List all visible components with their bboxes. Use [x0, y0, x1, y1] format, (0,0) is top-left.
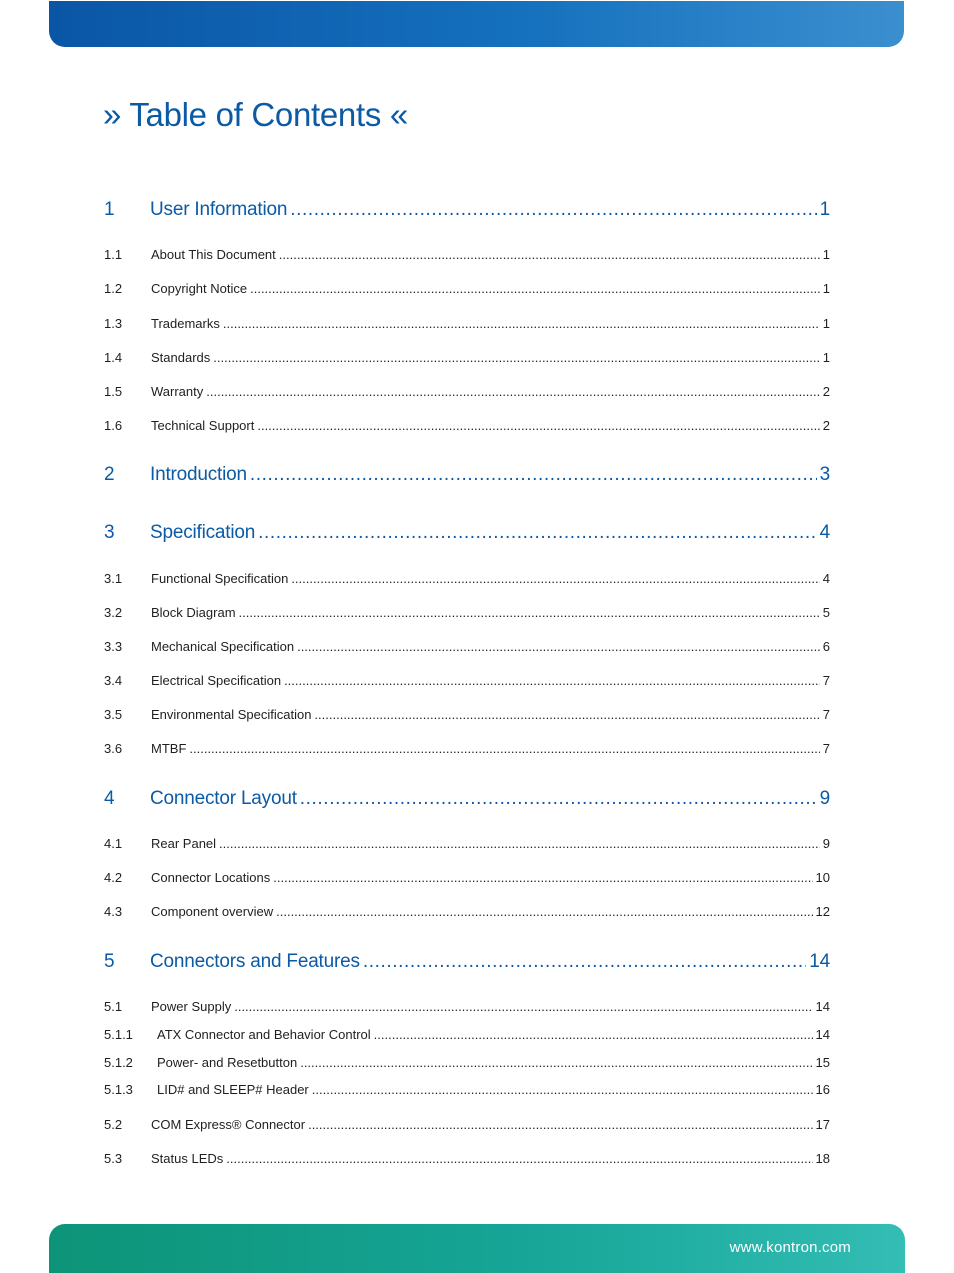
dot-leader: [300, 1055, 812, 1070]
toc-page-number: 4: [819, 522, 830, 543]
toc-number: 1.6: [104, 418, 123, 433]
toc-title: Power- and Resetbutton: [157, 1055, 298, 1070]
toc-page-number: 10: [815, 870, 830, 885]
toc-chapter[interactable]: [104, 199, 830, 221]
toc-title: Copyright Notice: [151, 281, 248, 296]
toc-title: Rear Panel: [151, 836, 217, 851]
dot-leader: [189, 741, 819, 756]
toc-chapter[interactable]: [104, 522, 830, 544]
toc-section[interactable]: [104, 418, 830, 433]
toc-title: Connectors and Features: [150, 951, 360, 972]
toc-number: 1.4: [104, 350, 123, 365]
toc-number: 1: [104, 199, 115, 220]
toc-title: Specification: [150, 522, 256, 543]
header-bar: [49, 1, 904, 47]
toc-number: 5.1.2: [104, 1055, 133, 1070]
dot-leader: [226, 1151, 812, 1166]
dot-leader: [290, 199, 816, 221]
toc-page-number: 1: [822, 247, 830, 262]
toc-number: 3: [104, 522, 115, 543]
toc-page-number: 17: [815, 1117, 830, 1132]
toc-section[interactable]: [104, 350, 830, 365]
dot-leader: [297, 639, 820, 654]
toc-page-number: 2: [822, 418, 830, 433]
toc-page-number: 4: [822, 571, 830, 586]
toc-title: Technical Support: [151, 418, 255, 433]
dot-leader: [250, 281, 820, 296]
footer-url[interactable]: www.kontron.com: [729, 1239, 851, 1256]
dot-leader: [279, 247, 820, 262]
toc-chapter[interactable]: [104, 951, 830, 973]
dot-leader: [257, 418, 819, 433]
toc-section[interactable]: [104, 904, 830, 919]
toc-title: Block Diagram: [151, 605, 236, 620]
toc-section[interactable]: [104, 999, 830, 1014]
toc-page-number: 6: [822, 639, 830, 654]
dot-leader: [374, 1027, 813, 1042]
toc-page-number: 14: [815, 999, 830, 1014]
toc-title: Warranty: [151, 384, 204, 399]
toc-section[interactable]: [104, 1117, 830, 1132]
dot-leader: [250, 464, 817, 486]
toc-page-number: 3: [819, 464, 830, 485]
toc-number: 5.3: [104, 1151, 123, 1166]
toc-number: 5.1.3: [104, 1082, 133, 1097]
toc-title: Mechanical Specification: [151, 639, 295, 654]
toc-number: 1.2: [104, 281, 123, 296]
toc-section[interactable]: [104, 673, 830, 688]
toc-number: 3.4: [104, 673, 123, 688]
toc-title: MTBF: [151, 741, 187, 756]
toc-title: Connector Layout: [150, 788, 297, 809]
toc-title: Component overview: [151, 904, 274, 919]
toc-title: Standards: [151, 350, 211, 365]
dot-leader: [276, 904, 812, 919]
toc-number: 5.1: [104, 999, 123, 1014]
dot-leader: [206, 384, 820, 399]
toc-page-number: 1: [822, 281, 830, 296]
dot-leader: [234, 999, 812, 1014]
toc-section[interactable]: [104, 281, 830, 296]
dot-leader: [219, 836, 820, 851]
dot-leader: [223, 316, 820, 331]
toc-section[interactable]: [104, 605, 830, 620]
dot-leader: [312, 1082, 813, 1097]
toc-number: 5: [104, 951, 115, 972]
toc-section[interactable]: [104, 639, 830, 654]
toc-page-number: 14: [815, 1027, 830, 1042]
toc-page-number: 16: [815, 1082, 830, 1097]
toc-number: 1.5: [104, 384, 123, 399]
toc-title: Functional Specification: [151, 571, 289, 586]
toc-number: 5.1.1: [104, 1027, 133, 1042]
toc-number: 4.3: [104, 904, 123, 919]
toc-number: 4: [104, 788, 115, 809]
toc-page-number: 9: [819, 788, 830, 809]
toc-number: 3.5: [104, 707, 123, 722]
toc-page-number: 7: [822, 707, 830, 722]
toc-title: About This Document: [151, 247, 276, 262]
toc-subsection[interactable]: [104, 1055, 830, 1070]
toc-page-number: 2: [822, 384, 830, 399]
toc-chapter[interactable]: [104, 788, 830, 810]
toc-number: 4.2: [104, 870, 123, 885]
toc-number: 1.3: [104, 316, 123, 331]
toc-section[interactable]: [104, 316, 830, 331]
toc-title: Introduction: [150, 464, 247, 485]
toc-page-number: 7: [822, 673, 830, 688]
dot-leader: [239, 605, 820, 620]
toc-number: 3.3: [104, 639, 123, 654]
dot-leader: [291, 571, 819, 586]
toc-section[interactable]: [104, 707, 830, 722]
dot-leader: [273, 870, 812, 885]
toc-page-number: 9: [822, 836, 830, 851]
toc-section[interactable]: [104, 1151, 830, 1166]
dot-leader: [213, 350, 820, 365]
dot-leader: [308, 1117, 812, 1132]
dot-leader: [284, 673, 820, 688]
page-title: » Table of Contents «: [103, 96, 408, 133]
toc-number: 2: [104, 464, 115, 485]
toc-number: 5.2: [104, 1117, 123, 1132]
toc-section[interactable]: [104, 571, 830, 586]
toc-title: ATX Connector and Behavior Control: [157, 1027, 371, 1042]
toc-page-number: 18: [815, 1151, 830, 1166]
toc-subsection[interactable]: [104, 1082, 830, 1097]
toc-subsection[interactable]: [104, 1027, 830, 1042]
toc-page-number: 5: [822, 605, 830, 620]
dot-leader: [300, 788, 817, 810]
toc-number: 4.1: [104, 836, 123, 851]
dot-leader: [363, 951, 806, 973]
toc-section[interactable]: [104, 836, 830, 851]
dot-leader: [314, 707, 819, 722]
toc-title: Power Supply: [151, 999, 232, 1014]
toc-page-number: 1: [822, 350, 830, 365]
dot-leader: [258, 522, 816, 544]
toc-number: 3.6: [104, 741, 123, 756]
toc-title: Environmental Specification: [151, 707, 312, 722]
toc-title: Status LEDs: [151, 1151, 224, 1166]
toc-section[interactable]: [104, 870, 830, 885]
toc-title: Connector Locations: [151, 870, 271, 885]
toc-section[interactable]: [104, 741, 830, 756]
toc-title: COM Express® Connector: [151, 1117, 306, 1132]
toc-page-number: 1: [822, 316, 830, 331]
toc-page-number: 1: [819, 199, 830, 220]
footer-bar: [49, 1224, 905, 1273]
toc-number: 1.1: [104, 247, 123, 262]
toc-page-number: 12: [815, 904, 830, 919]
toc-page-number: 14: [809, 951, 830, 972]
toc-title: User Information: [150, 199, 288, 220]
toc-title: Electrical Specification: [151, 673, 282, 688]
toc-title: Trademarks: [151, 316, 220, 331]
toc-page-number: 15: [815, 1055, 830, 1070]
toc-number: 3.2: [104, 605, 123, 620]
toc-title: LID# and SLEEP# Header: [157, 1082, 309, 1097]
toc-number: 3.1: [104, 571, 123, 586]
toc-chapter[interactable]: [104, 464, 830, 486]
toc-section[interactable]: [104, 247, 830, 262]
toc-section[interactable]: [104, 384, 830, 399]
toc-page-number: 7: [822, 741, 830, 756]
